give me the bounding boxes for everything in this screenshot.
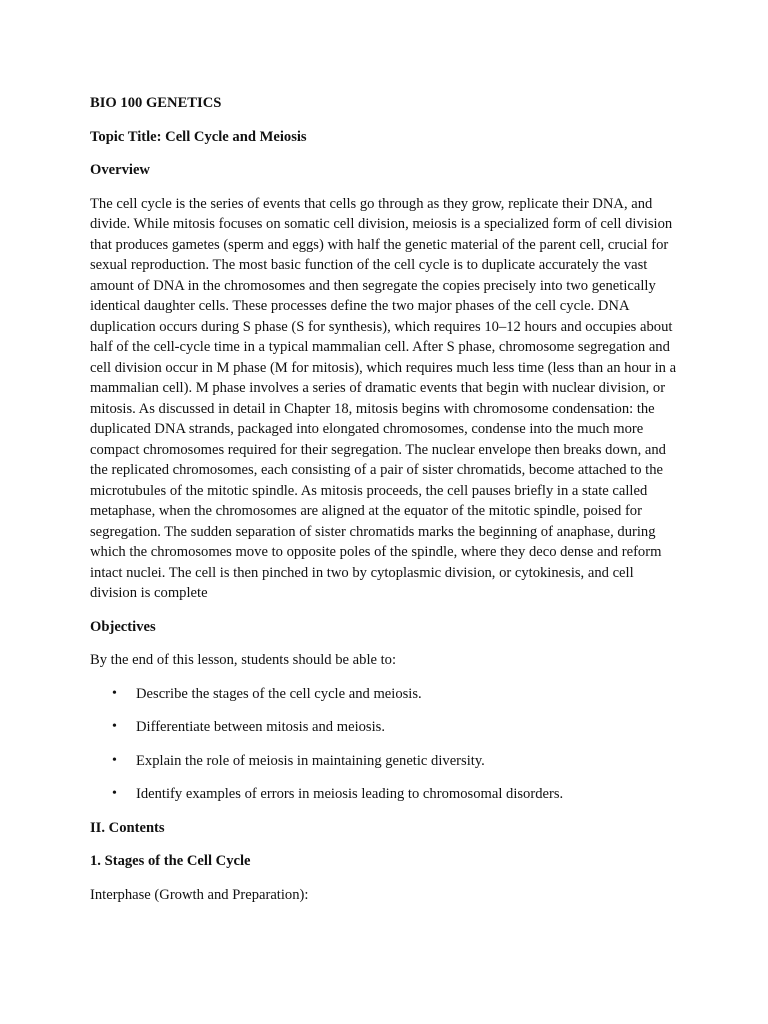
topic-title: Topic Title: Cell Cycle and Meiosis xyxy=(90,128,307,145)
list-item xyxy=(90,717,678,738)
objective-text: Identify examples of errors in meiosis leading to chromosomal disorders. xyxy=(136,786,564,802)
overview-heading: Overview xyxy=(90,162,150,178)
objectives-intro: By the end of this lesson, students should be able to: xyxy=(90,652,397,668)
contents-heading: II. Contents xyxy=(90,819,165,836)
document-page xyxy=(90,93,678,918)
list-item xyxy=(90,784,678,805)
objective-text: Differentiate between mitosis and meiosis. xyxy=(136,719,385,735)
overview-paragraph: The cell cycle is the series of events that cells go through as they grow, replicate their DNA, and divide. While mitosis focuses on somatic cell division, meiosis is a specialized form of cell division that produces gametes (sperm and eggs) with half the genetic material of the parent cell, crucial for sexual reproduction. The most basic function of the cell cycle is to duplicate accurately the vast amount of DNA in the chromosomes and then segregate the copies precisely into two genetically identical daughter cells. These processes define the two major phases of the cell cycle. DNA duplication occurs during S phase (S for synthesis), which requires 10–12 hours and occupies about half of the cell-cycle time in a typical mammalian cell. After S phase, chromosome segregation and cell division occur in M phase (M for mitosis), which requires much less time (less than an hour in a mammalian cell). M phase involves a series of dramatic events that begin with nuclear division, or mitosis. As discussed in detail in Chapter 18, mitosis begins with chromosome condensation: the duplicated DNA strands, packaged into elongated chromosomes, condense into the much more compact chromosomes required for their segregation. The nuclear envelope then breaks down, and the replicated chromosomes, each consisting of a pair of sister chromatids, become attached to the microtubules of the mitotic spindle. As mitosis proceeds, the cell pauses briefly in a state called metaphase, when the chromosomes are aligned at the equator of the mitotic spindle, poised for segregation. The sudden separation of sister chromatids marks the beginning of anaphase, during which the chromosomes move to opposite poles of the spindle, where they deco dense and reform intact nuclei. The cell is then pinched in two by cytoplasmic division, or cytokinesis, and cell division is complete xyxy=(90,195,677,601)
list-item xyxy=(90,684,678,705)
bullet-icon: • xyxy=(112,685,117,701)
list-item xyxy=(90,751,678,772)
interphase-label: Interphase (Growth and Preparation): xyxy=(90,886,309,903)
section-heading-stages: 1. Stages of the Cell Cycle xyxy=(90,853,251,869)
objective-text: Explain the role of meiosis in maintaining genetic diversity. xyxy=(136,752,485,769)
course-title: BIO 100 GENETICS xyxy=(90,95,222,111)
objectives-heading: Objectives xyxy=(90,618,156,635)
objectives-list xyxy=(90,684,678,805)
bullet-icon: • xyxy=(112,752,117,768)
bullet-icon: • xyxy=(112,719,117,734)
objective-text: Describe the stages of the cell cycle and meiosis. xyxy=(136,685,422,702)
bullet-icon: • xyxy=(112,786,117,801)
